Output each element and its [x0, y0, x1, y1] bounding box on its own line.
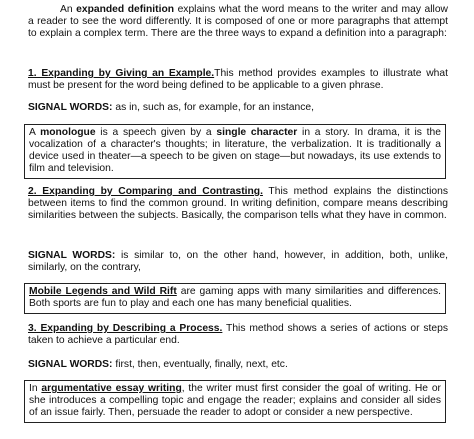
method3-example-box: [24, 380, 446, 423]
method1-heading: 1. Expanding by Giving an Example.: [28, 68, 215, 79]
method2-example-box: [24, 283, 446, 314]
method1-example-box: [24, 124, 446, 179]
method1-signal: [28, 102, 448, 114]
method2-text: This method explains the distinctions between items to find the common ground. In writing definition, compare means describing similarities between the subjects. Basically, the comparison tells what they have in common.: [28, 186, 448, 221]
method3-example-text: , the writer must first consider the goal of writing. He or she introduces a compelling topic and engage the reader; explains and consider all sides of an issue fairly. Then, persuade the reader to adopt or consider a new perspective.: [29, 383, 441, 418]
method1-example-term: monologue: [40, 127, 96, 138]
method1-signal-label: SIGNAL WORDS:: [28, 102, 113, 113]
method3-signal: [28, 359, 448, 371]
method1-paragraph: [28, 68, 448, 92]
intro-term: expanded definition: [76, 4, 175, 15]
method1-example-c: in a story. In drama, it is the vocalization of a character's thoughts; in literature, the verbalization. It is traditionally a device used in theater—a speech to be given on stage—but nowadays, its use extends to film and television.: [29, 127, 441, 174]
method1-example-b: is a speech given by a: [95, 127, 217, 138]
method2-signal: [28, 250, 448, 274]
intro-lead: An: [60, 4, 77, 15]
method1-example-a: A: [29, 127, 41, 138]
method3-example-term: argumentative essay writing: [41, 383, 182, 394]
method2-heading: 2. Expanding by Comparing and Contrasting.: [28, 186, 263, 197]
method1-signal-words: as in, such as, for example, for an instance,: [112, 102, 314, 113]
method2-paragraph: [28, 186, 448, 222]
method2-example-text: are gaming apps with many similarities and differences. Both sports are fun to play and each one has many beneficial qualities.: [29, 286, 441, 309]
method1-example-term2: single character: [216, 127, 298, 138]
method3-paragraph: [28, 323, 448, 347]
method3-signal-label: SIGNAL WORDS:: [28, 359, 113, 370]
intro-text: explains what the word means to the writer and may allow a reader to see the word differently. It is composed of one or more paragraphs that attempt to explain a complex term. There are the three ways to expand a definition into a paragraph:: [28, 4, 448, 39]
method3-heading: 3. Expanding by Describing a Process.: [28, 323, 223, 334]
method3-text: This method shows a series of actions or steps taken to achieve a particular end.: [28, 323, 449, 346]
method2-signal-words: is similar to, on the other hand, however, in addition, both, unlike, similarly, on the contrary,: [28, 250, 448, 273]
method3-signal-words: first, then, eventually, finally, next, etc.: [112, 359, 288, 370]
intro-paragraph: [28, 4, 448, 40]
method1-text: This method provides examples to illustrate what must be present for the word being defined to be applicable to a given phrase.: [28, 68, 448, 91]
method3-example-a: In: [29, 383, 42, 394]
method2-example-term: Mobile Legends and Wild Rift: [29, 286, 177, 297]
method2-signal-label: SIGNAL WORDS:: [28, 250, 116, 261]
